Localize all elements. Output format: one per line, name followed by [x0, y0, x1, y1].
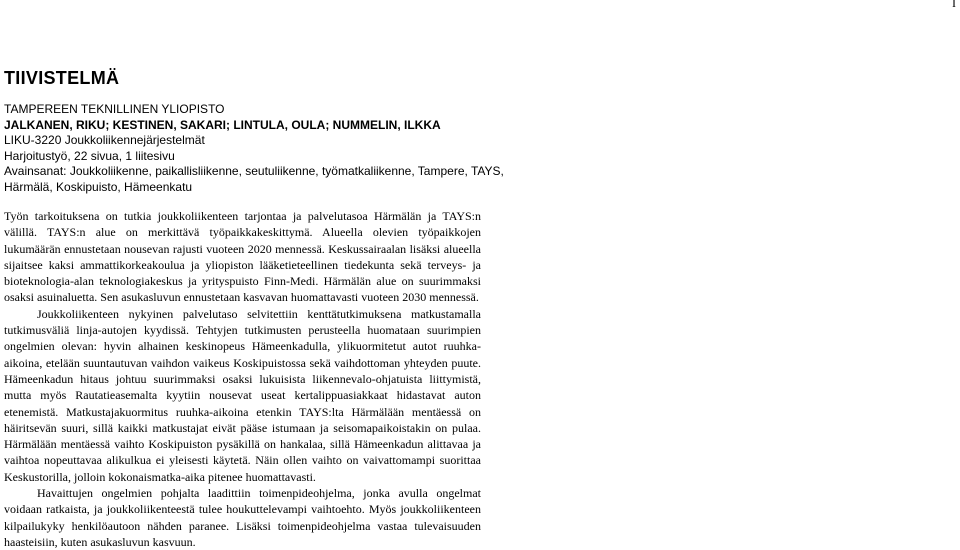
abstract-paragraph: Joukkoliikenteen nykyinen palvelutaso selvitettiin kenttätutkimuksena matkustamalla tutkimusväliä linja-autojen kyydissä. Tehtyjen tutkimusten perusteella huomataan suurimpien ongelmien olevan: hyvin alhainen keskinopeus Hämeenkadulla, ylikuormitetut autot ruuhka-aikoina, etelään suuntautuvan vaihdon vaikeus Koskipuistossa sekä vaihdottoman yhteyden puute. Hämeenkadun hitaus johtuu suurimmaksi osaksi lukuisista liikennevalo-ohjatuista liittymistä, mutta myös Rautatieasemalta kyytiin nousevat useat kertalippuasiakkaat hidastavat auton etenemistä. Matkustajakuormitus ruuhka-aikoina etenkin TAYS:lta Härmälään mentäessä on häiritsevän suuri, sillä kaikki matkustajat eivät pääse istumaan ja seisomapaikoistakin on pulaa. Härmälään mentäessä vaihto Koskipuiston pysäkillä on hankalaa, sillä Hämeenkadun alittavaa ja vaihtoa nopeuttavaa alikulkua ei yleisesti käytetä. Näin ollen vaihto on vaivattomampi suorittaa Keskustorilla, jolloin kokonaismatka-aika pitenee huomattavasti.: [4, 306, 481, 484]
abstract-metadata: [4, 102, 944, 196]
keywords-line: Avainsanat: Joukkoliikenne, paikallisliikenne, seutuliikenne, työmatkaliikenne, Tampere, TAYS,: [4, 164, 504, 179]
abstract-body: [4, 208, 481, 550]
page-number: I: [952, 0, 956, 10]
page-title: TIIVISTELMÄ: [4, 68, 120, 88]
keywords-line-continued: Härmälä, Koskipuisto, Hämeenkatu: [4, 179, 193, 194]
work-info-line: Harjoitustyö, 22 sivua, 1 liitesivu: [4, 148, 175, 163]
course-line: LIKU-3220 Joukkoliikennejärjestelmät: [4, 133, 205, 148]
university-line: TAMPEREEN TEKNILLINEN YLIOPISTO: [4, 102, 225, 116]
abstract-paragraph: Työn tarkoituksena on tutkia joukkoliikenteen tarjontaa ja palvelutasoa Härmälän ja TAYS:n välillä. TAYS:n alue on merkittävä työpaikkakeskittymä. Alueella olevien työpaikkojen lukumäärän ennustetaan nousevan rajusti vuoteen 2020 mennessä. Keskussairaalan lisäksi alueella sijaitsee kaksi ammattikorkeakoulua ja yliopiston lääketieteellinen tiedekunta sekä terveys- ja bioteknologia-alan teknologiakeskus ja yrityspuisto Finn-Medi. Härmälän alue on suurimmaksi osaksi asuinaluetta. Sen asukasluvun ennustetaan kasvavan huomattavasti vuoteen 2030 mennessä.: [4, 209, 481, 305]
authors-line: JALKANEN, RIKU; KESTINEN, SAKARI; LINTULA, OULA; NUMMELIN, ILKKA: [4, 117, 441, 132]
abstract-paragraph: Havaittujen ongelmien pohjalta laadittiin toimenpideohjelma, jonka avulla ongelmat voidaan ratkaista, ja joukkoliikenteestä tulee houkuttelevampi vaihtoehto. Myös joukkoliikenteen kilpailukyky henkilöautoon nähden paranee. Lisäksi toimenpideohjelma vastaa tulevaisuuden haasteisiin, kuten asukasluvun kasvuun.: [4, 486, 481, 549]
